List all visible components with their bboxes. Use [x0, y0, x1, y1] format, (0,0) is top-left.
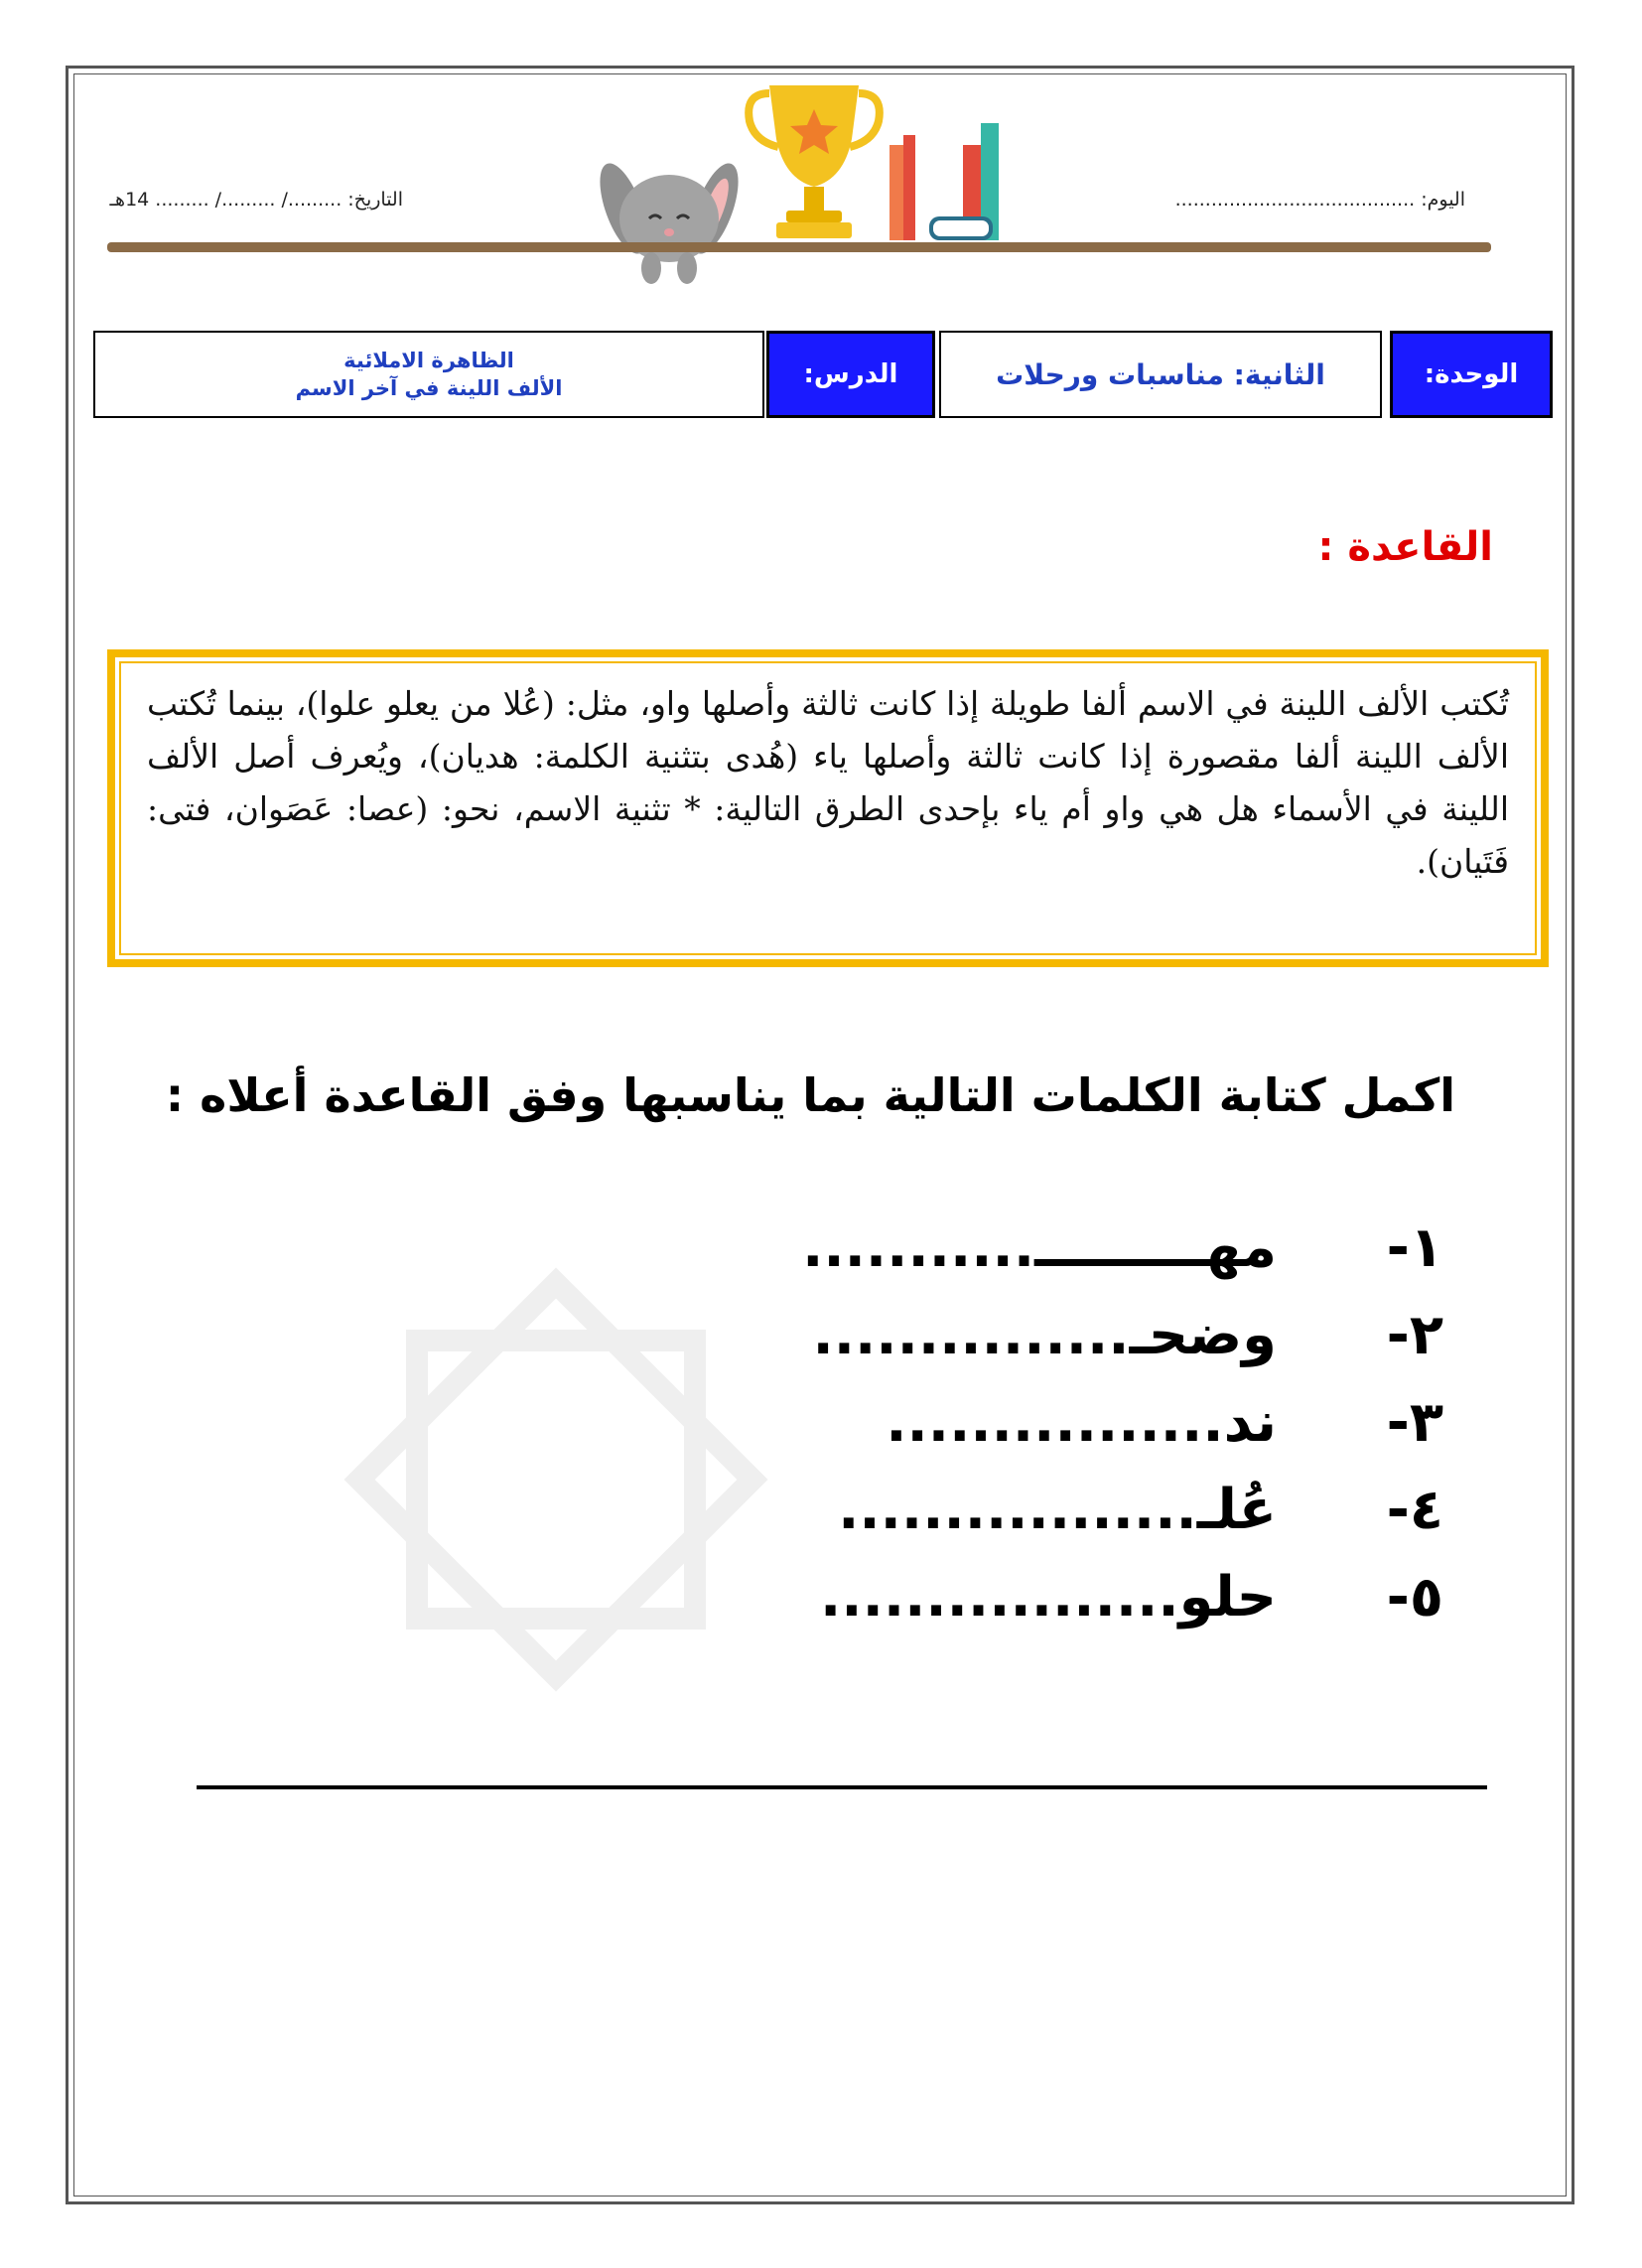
shelf-divider	[107, 242, 1491, 252]
item-number: ١-	[1386, 1214, 1443, 1280]
exercise-item[interactable]	[886, 1384, 1443, 1460]
rule-box-inner	[119, 661, 1537, 955]
bottom-divider	[197, 1785, 1487, 1789]
watermark-emblem	[278, 1202, 834, 1758]
item-word[interactable]: مهـــــــــ...........	[802, 1214, 1277, 1280]
books-icon	[889, 123, 999, 240]
item-word[interactable]: ند................	[886, 1389, 1277, 1455]
rule-box	[107, 649, 1549, 967]
item-number: ٢-	[1386, 1302, 1443, 1367]
item-word[interactable]: حلو.................	[820, 1564, 1277, 1630]
lesson-label-cell	[766, 331, 935, 418]
header-illustration	[596, 70, 1032, 298]
item-word[interactable]: وضحـ...............	[812, 1302, 1277, 1367]
day-field[interactable]: اليوم: ........................................	[1174, 189, 1465, 211]
lesson-topic: الظاهرة الاملائية	[343, 349, 514, 372]
item-word[interactable]: عُلـ.................	[838, 1477, 1277, 1542]
unit-value-cell	[939, 331, 1382, 418]
rule-text: تُكتب الألف اللينة في الاسم ألفا طويلة إذا كانت ثالثة وأصلها واو، مثل: (عُلا من يعلو علوا)، بينما تُكتب الألف اللينة ألفا مقصورة إذا كانت ثالثة وأصلها ياء (هُدى بتثنية الكلمة: هديان)، ويُعرف أصل الألف اللينة في الأسماء هل هي واو أم ياء بإحدى الطرق التالية: * تثنية الاسم، نحو: (عصا: عَصَوان، فتى: فَتَيان).	[147, 684, 1509, 881]
item-number: ٤-	[1386, 1477, 1443, 1542]
unit-label-cell	[1390, 331, 1553, 418]
exercise-item[interactable]	[820, 1559, 1443, 1634]
lesson-label: الدرس:	[803, 359, 898, 389]
item-number: ٣-	[1386, 1389, 1443, 1455]
rule-title: القاعدة :	[1317, 524, 1493, 570]
unit-label: الوحدة:	[1424, 359, 1519, 389]
exercise-item[interactable]	[802, 1209, 1443, 1285]
lesson-subtopic: الألف اللينة في آخر الاسم	[295, 376, 563, 400]
bunny-icon	[596, 158, 748, 284]
item-number: ٥-	[1386, 1564, 1443, 1630]
exercise-item[interactable]	[838, 1472, 1443, 1547]
exercise-item[interactable]	[812, 1297, 1443, 1372]
date-field[interactable]: التاريخ: ........./ ........./ ......... 14هـ	[109, 189, 403, 211]
exercise-instruction: اكمل كتابة الكلمات التالية بما يناسبها وفق القاعدة أعلاه :	[165, 1068, 1455, 1122]
lesson-value-cell	[93, 331, 764, 418]
trophy-icon	[749, 85, 880, 238]
unit-value: الثانية: مناسبات ورحلات	[996, 357, 1325, 391]
